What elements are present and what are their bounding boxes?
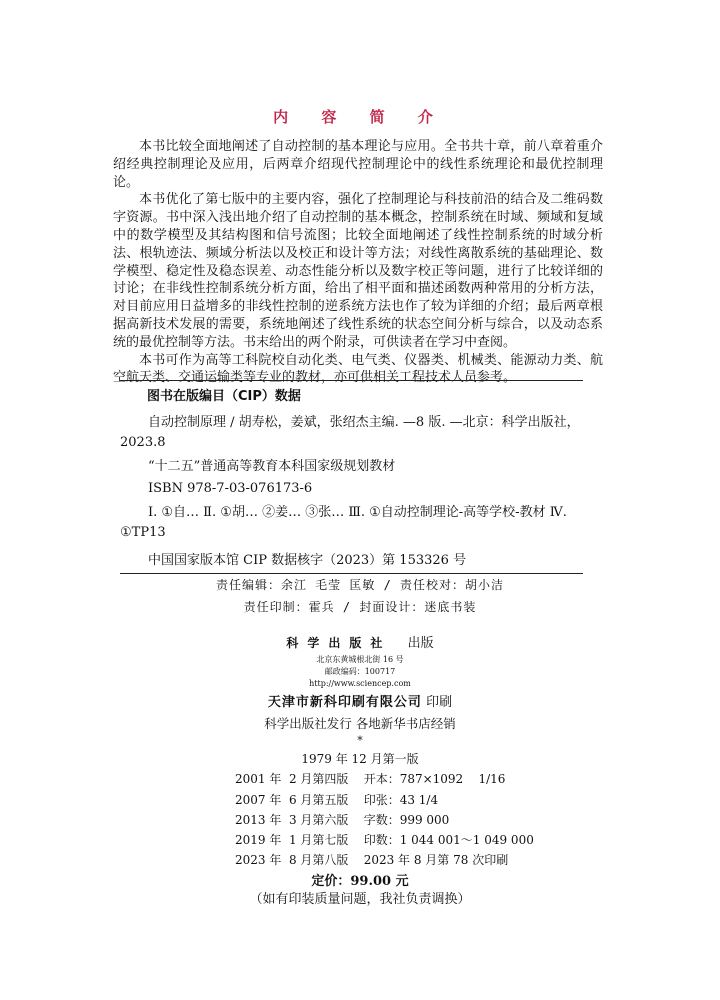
page-title: 内 容 简 介 <box>273 108 447 126</box>
publisher-address: 北京东黄城根北街 16 号 <box>316 655 404 664</box>
intro-paragraph: 本书比较全面地阐述了自动控制的基本理论与应用。全书共十章，前八章着重介绍经典控制理论及应用，后两章介绍现代控制理论中的线性系统理论和最优控制理论。 <box>113 139 603 190</box>
record-text: 中国国家版本馆 CIP 数据核字（2023）第 153326 号 <box>148 553 467 568</box>
cip-line-2 <box>120 457 583 477</box>
first-edition: 1979 年 12 月第一版 <box>301 752 419 766</box>
cip-title-line: 自动控制原理 / 胡寿松，姜斌，张绍杰主编. —8 版. —北京：科学出版社，2023.8 <box>120 415 580 450</box>
edition-row: 2023 年 8 月第八版 2023 年 8 月第 78 次印刷 <box>235 853 509 867</box>
edition-row: 2019 年 1 月第七版 印数：1 044 001～1 049 000 <box>235 833 534 847</box>
intro-paragraph: 本书优化了第七版中的主要内容，强化了控制理论与科技前沿的结合及二维码数字资源。书中深入浅出地介绍了自动控制的基本概念，控制系统在时域、频域和复域中的数学模型及其结构图和信号流图；比较全面地阐述了线性控制系统的时域分析法、根轨迹法、频域分析法以及校正和设计等方法；对线性离散系统的基础理论、数学模型、稳定性及稳态误差、动态性能分析以及数字校正等问题，进行了比较详细的讨论；在非线性控制系统分析方面，给出了相平面和描述函数两种常用的分析方法，对目前应用日益增多的非线性控制的逆系统方法也作了较为详细的介绍；最后两章根据高新技术发展的需要，系统地阐述了线性系统的状态空间分析与综合，以及动态系统的最优控制等方法。书末给出的两个附录，可供读者在学习中查阅。 <box>113 192 603 350</box>
divider-top <box>120 380 583 381</box>
printer-row <box>0 691 720 710</box>
printer-suffix: 印刷 <box>426 695 453 710</box>
edition-row: 2001 年 2 月第四版 开本：787×1092 1/16 <box>235 772 506 786</box>
price-note: （如有印装质量问题，我社负责调换） <box>249 892 471 907</box>
divider-bottom <box>120 573 583 574</box>
staff-line-1: 责任编辑：余江 毛莹 匡敏 / 责任校对：胡小洁 <box>215 578 505 592</box>
separator-star: * <box>357 734 363 747</box>
publisher-postcode: 邮政编码：100717 <box>324 667 396 676</box>
cip-classification <box>120 503 583 543</box>
publisher-row <box>0 632 720 651</box>
edition-row: 2013 年 3 月第六版 字数：999 000 <box>235 813 450 827</box>
publisher-suffix: 出版 <box>407 636 434 651</box>
classification-text: Ⅰ. ①自… Ⅱ. ①胡… ②姜… ③张… Ⅲ. ①自动控制理论-高等学校-教材 Ⅳ. ①TP13 <box>120 505 567 540</box>
cip-line-1 <box>120 413 583 453</box>
edition-row: 2007 年 6 月第五版 印张：43 1/4 <box>235 793 439 807</box>
cip-record <box>120 551 583 571</box>
cip-isbn <box>120 479 583 499</box>
cip-heading: 图书在版编目（CIP）数据 <box>147 389 301 404</box>
cip-series-line: “十二五”普通高等教育本科国家级规划教材 <box>148 459 396 474</box>
price-label: 定价：99.00 元 <box>311 874 409 889</box>
intro-body <box>113 138 603 387</box>
staff-line-2: 责任印制：霍兵 / 封面设计：迷底书装 <box>243 600 477 614</box>
isbn-text: ISBN 978-7-03-076173-6 <box>148 481 313 496</box>
distribution-line: 科学出版社发行 各地新华书店经销 <box>264 716 456 731</box>
printer-name: 天津市新科印刷有限公司 <box>267 695 422 710</box>
intro-paragraph: 本书可作为高等工科院校自动化类、电气类、仪器类、机械类、能源动力类、航空航天类、交通运输类等专业的教材，亦可供相关工程技术人员参考。 <box>113 352 603 386</box>
publisher-name: 科学出版社 <box>286 636 392 650</box>
publisher-url: http://www.sciencep.com <box>309 679 411 688</box>
